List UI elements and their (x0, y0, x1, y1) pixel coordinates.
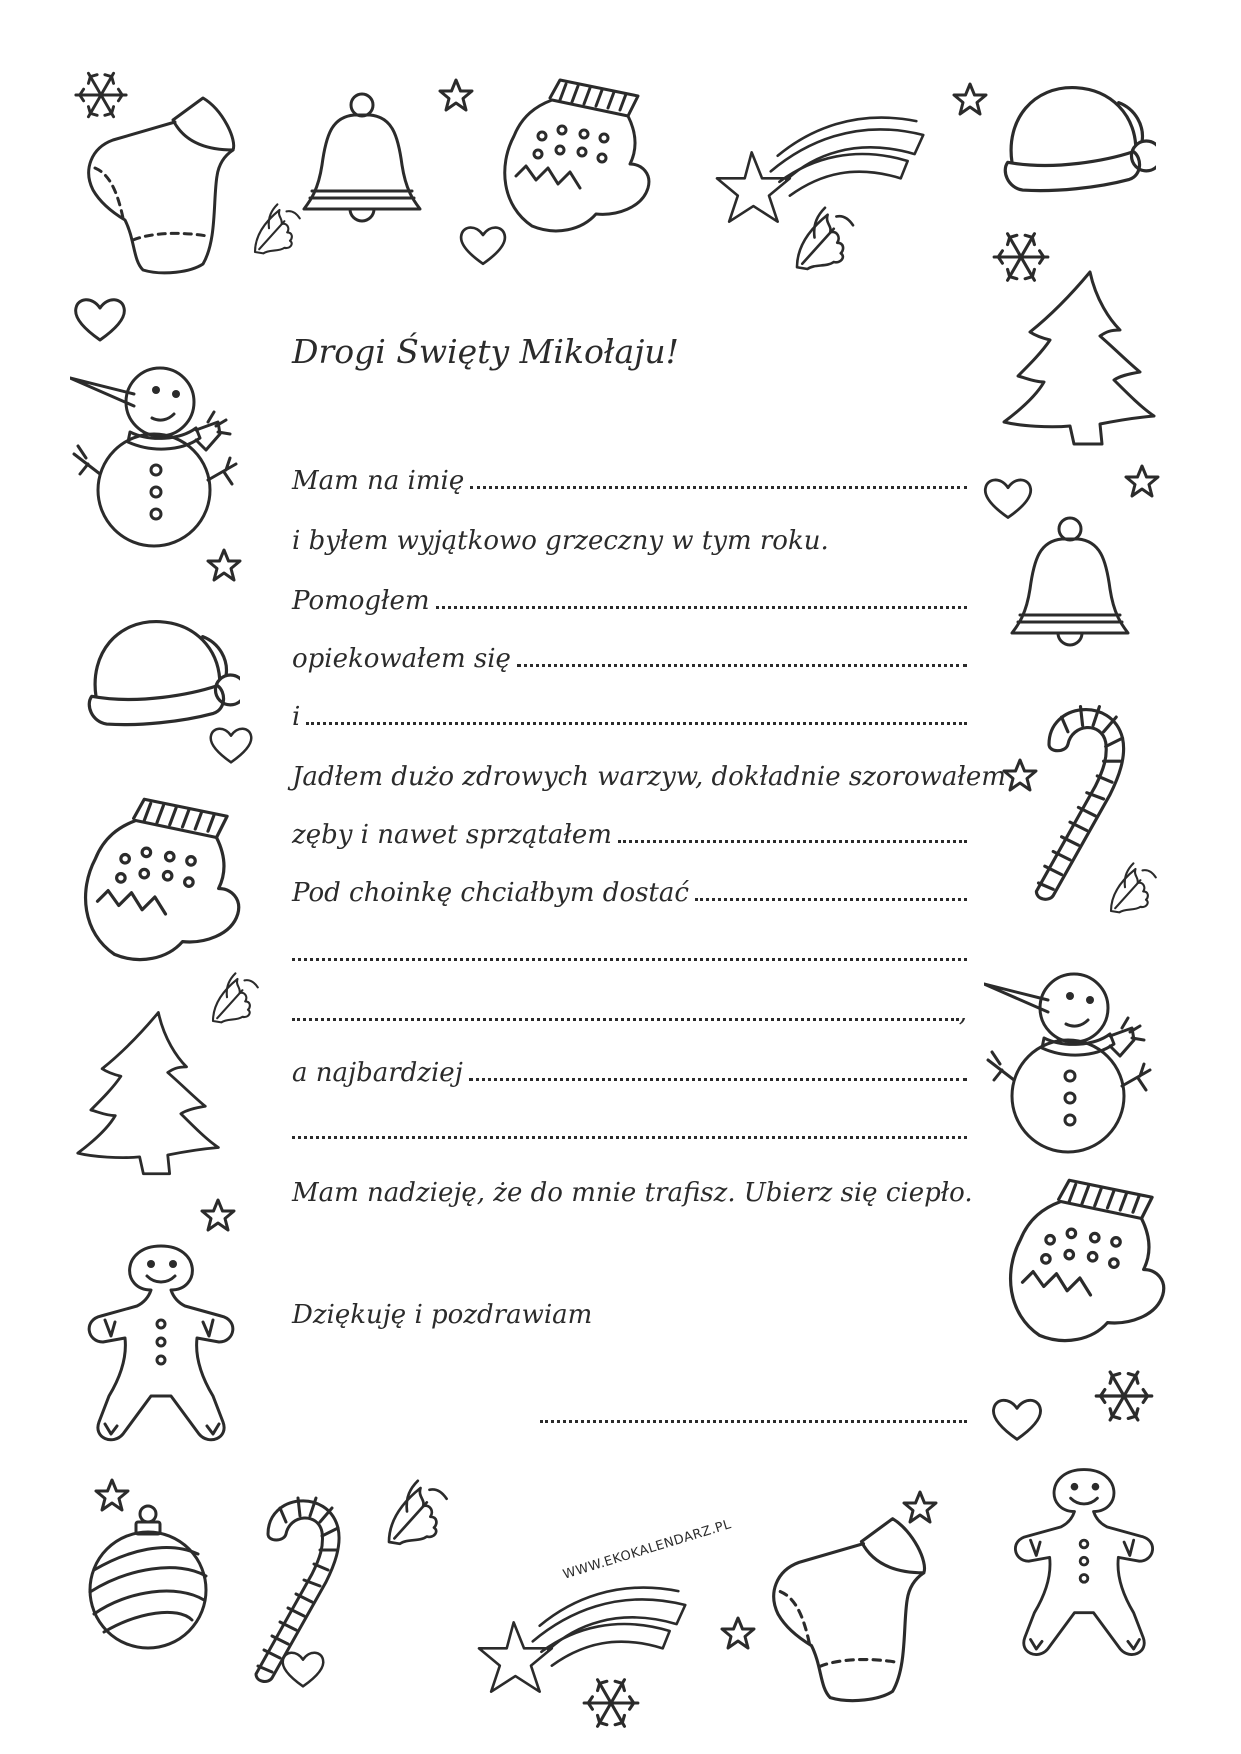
bell-icon (1012, 518, 1128, 645)
thanks-text: Dziękuję i pozdrawiam (292, 1300, 593, 1330)
most-wanted-prompt: a najbardziej (292, 1058, 463, 1088)
wish-line (292, 874, 967, 908)
gingerbread-man-icon (89, 1246, 233, 1440)
vegetables-text: Jadłem dużo zdrowych warzyw, dokładnie szorowałem (292, 762, 1006, 792)
holly-icon (255, 204, 300, 253)
holly-icon (389, 1481, 447, 1544)
helped-field[interactable] (436, 606, 967, 609)
and-prompt: i (292, 702, 301, 732)
and-line (292, 698, 967, 732)
star-icon (1126, 466, 1158, 496)
name-field[interactable] (470, 486, 967, 489)
wish-line-3 (292, 994, 967, 1028)
behavior-text: i byłem wyjątkowo grzeczny w tym roku. (292, 526, 829, 556)
bell-icon (304, 94, 420, 221)
letter-title: Drogi Święty Mikołaju! (292, 332, 679, 371)
christmas-tree-icon (1004, 272, 1154, 444)
cared-field[interactable] (517, 664, 967, 667)
cleaned-prompt: zęby i nawet sprzątałem (292, 820, 612, 850)
shooting-star-icon (717, 118, 923, 222)
sock-icon (89, 98, 234, 273)
mitten-icon (505, 80, 649, 231)
mitten-icon (86, 799, 239, 959)
cared-prompt: opiekowałem się (292, 644, 511, 674)
behavior-line (292, 522, 967, 556)
star-icon (954, 84, 986, 114)
hope-line (292, 1174, 973, 1208)
helped-line (292, 582, 967, 616)
heart-icon (76, 300, 125, 340)
snowflake-icon (76, 73, 126, 117)
star-icon (904, 1492, 936, 1522)
most-wanted-field[interactable] (469, 1078, 967, 1081)
holly-icon (213, 973, 258, 1022)
name-line (292, 462, 967, 496)
gingerbread-man-icon (1015, 1470, 1152, 1655)
wish-line-2 (292, 934, 967, 968)
snowman-icon (984, 974, 1150, 1152)
star-icon (722, 1618, 754, 1648)
star-icon (202, 1200, 234, 1230)
most-wanted-line-2 (292, 1112, 967, 1146)
wish-field-2[interactable] (292, 958, 967, 961)
star-icon (208, 550, 240, 580)
signature-field[interactable] (540, 1420, 967, 1423)
heart-icon (993, 1400, 1040, 1439)
santa-hat-icon (89, 622, 245, 725)
candy-cane-icon (1036, 707, 1123, 900)
holly-icon (1111, 863, 1156, 912)
thanks-line (292, 1296, 967, 1330)
star-icon (96, 1480, 128, 1510)
mitten-icon (1011, 1180, 1164, 1340)
vegetables-line (292, 758, 1006, 792)
name-prompt: Mam na imię (292, 466, 465, 496)
snowflake-icon (1096, 1372, 1151, 1420)
helped-prompt: Pomogłem (292, 586, 430, 616)
snowflake-icon (994, 234, 1048, 281)
christmas-tree-icon (78, 1013, 219, 1174)
sock-icon (774, 1519, 925, 1701)
most-wanted-line (292, 1054, 967, 1088)
heart-icon (283, 1653, 324, 1687)
heart-icon (985, 480, 1030, 518)
heart-icon (211, 729, 252, 763)
santa-hat-icon (1005, 88, 1161, 191)
cleaned-line (292, 816, 967, 850)
star-icon (1004, 760, 1036, 790)
hope-text: Mam nadzieję, że do mnie trafisz. Ubierz się ciepło. (292, 1178, 973, 1208)
holly-icon (797, 208, 853, 269)
star-icon (440, 80, 472, 110)
wish-field[interactable] (695, 898, 967, 901)
most-wanted-field-2[interactable] (292, 1136, 967, 1139)
snowflake-icon (584, 1680, 638, 1727)
shooting-star-icon (479, 1588, 685, 1692)
cared-line (292, 640, 967, 674)
wish-field-3[interactable] (292, 1018, 959, 1021)
snowman-icon (70, 368, 236, 546)
and-field[interactable] (306, 722, 967, 725)
wish-prompt: Pod choinkę chciałbym dostać (292, 878, 689, 908)
ornament-icon (90, 1506, 206, 1648)
signature-line (540, 1396, 967, 1430)
heart-icon (461, 228, 505, 264)
trailing-comma: , (958, 998, 967, 1028)
watermark: WWW.EKOKALENDARZ.PL (561, 1517, 734, 1583)
cleaned-field[interactable] (618, 840, 967, 843)
